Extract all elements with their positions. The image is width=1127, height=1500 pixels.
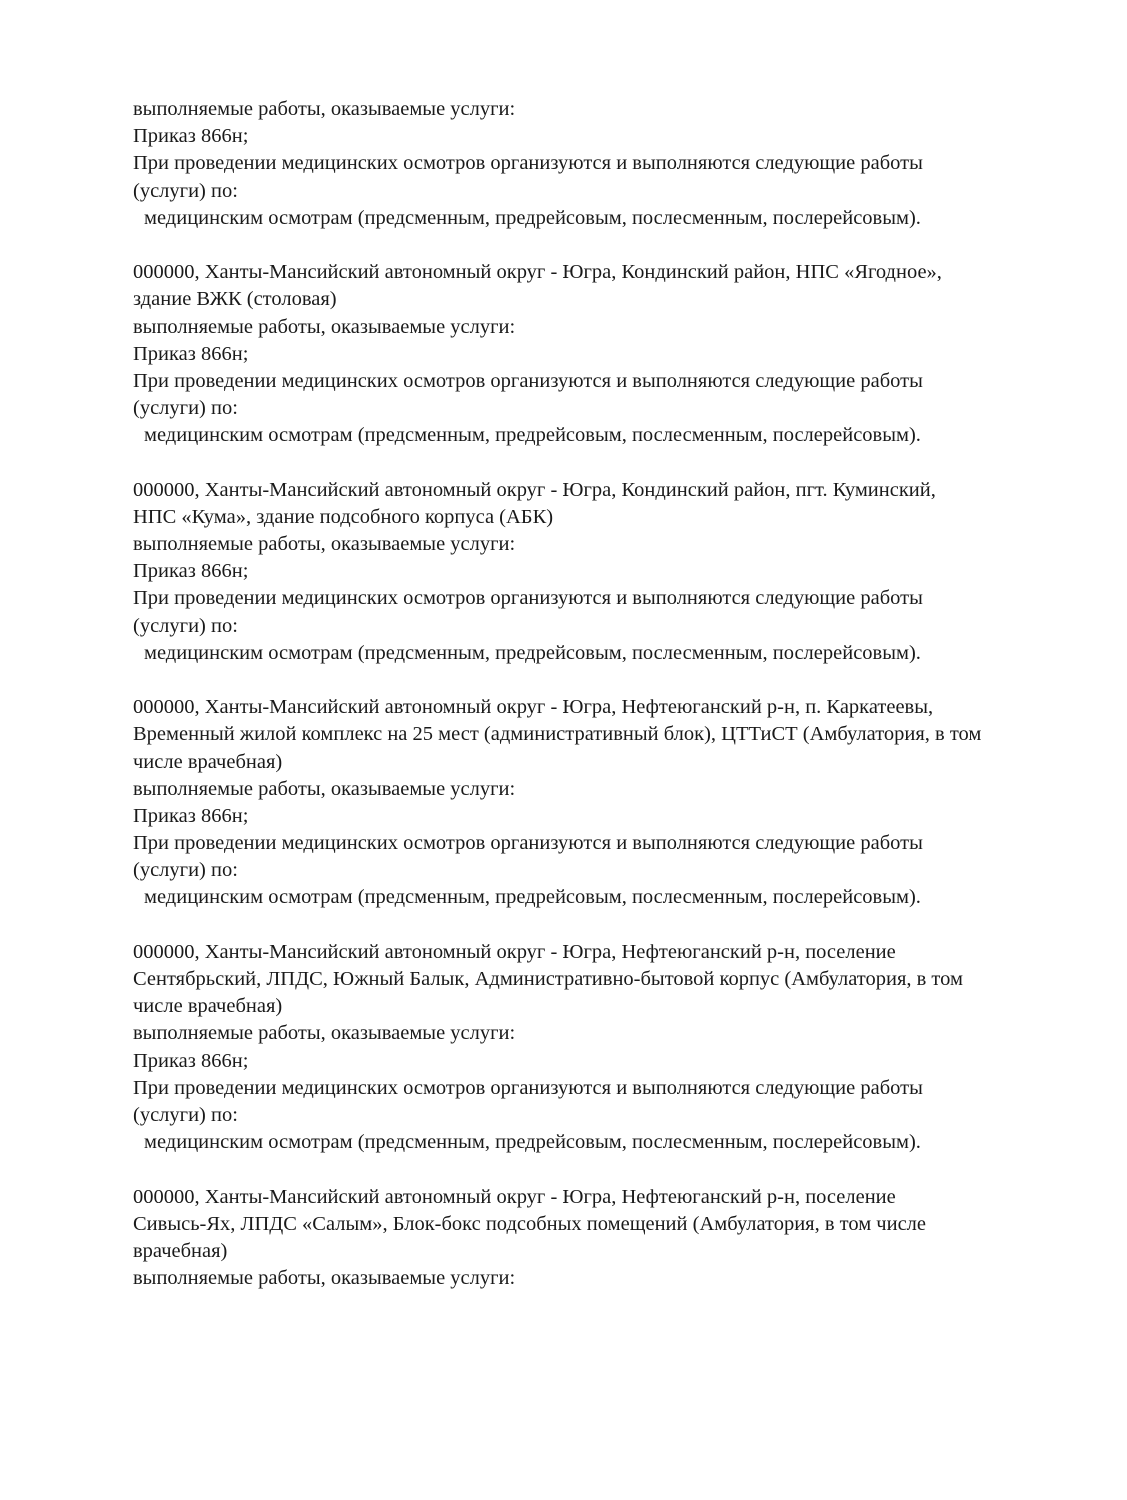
address-line: 000000, Ханты-Мансийский автономный округ - Югра, Кондинский район, пгт. Куминский, <box>133 478 936 501</box>
intro-text: (услуги) по: <box>133 859 238 882</box>
section-gap <box>133 912 1093 939</box>
service-item: медицинским осмотрам (предсменным, предрейсовым, послесменным, послерейсовым). <box>144 1131 921 1154</box>
service-item: медицинским осмотрам (предсменным, предрейсовым, послесменным, послерейсовым). <box>144 641 921 664</box>
intro-text: При проведении медицинских осмотров организуются и выполняются следующие работы <box>133 369 923 392</box>
works-label: выполняемые работы, оказываемые услуги: <box>133 1267 516 1290</box>
section-gap <box>133 232 1093 259</box>
order-reference: Приказ 866н; <box>133 804 249 827</box>
intro-text: При проведении медицинских осмотров организуются и выполняются следующие работы <box>133 152 923 175</box>
works-label: выполняемые работы, оказываемые услуги: <box>133 777 516 800</box>
address-line: 000000, Ханты-Мансийский автономный округ - Югра, Нефтеюганский р-н, поселение <box>133 1185 896 1208</box>
intro-text: При проведении медицинских осмотров организуются и выполняются следующие работы <box>133 832 923 855</box>
address-line: Сентябрьский, ЛПДС, Южный Балык, Административно-бытовой корпус (Амбулатория, в том <box>133 968 963 990</box>
service-item: медицинским осмотрам (предсменным, предрейсовым, послесменным, послерейсовым). <box>144 886 921 909</box>
section-continued <box>133 96 1093 232</box>
address-line: Временный жилой комплекс на 25 мест (административный блок), ЦТТиСТ (Амбулатория, в том <box>133 723 982 746</box>
works-label: выполняемые работы, оказываемые услуги: <box>133 98 516 120</box>
address-line: 000000, Ханты-Мансийский автономный округ - Югра, Нефтеюганский р-н, п. Каркатеевы, <box>133 696 934 719</box>
address-line: 000000, Ханты-Мансийский автономный округ - Югра, Нефтеюганский р-н, поселение <box>133 940 896 963</box>
section-gap <box>133 1156 1093 1183</box>
order-reference: Приказ 866н; <box>133 1049 249 1072</box>
intro-text: При проведении медицинских осмотров организуются и выполняются следующие работы <box>133 1076 923 1099</box>
order-reference: Приказ 866н; <box>133 125 249 148</box>
works-label: выполняемые работы, оказываемые услуги: <box>133 533 516 555</box>
address-entry <box>133 1184 1093 1293</box>
address-entry <box>133 939 1093 1157</box>
section-gap <box>133 449 1093 476</box>
address-line: 000000, Ханты-Мансийский автономный округ - Югра, Кондинский район, НПС «Ягодное», <box>133 261 942 284</box>
order-reference: Приказ 866н; <box>133 342 249 365</box>
works-label: выполняемые работы, оказываемые услуги: <box>133 315 516 338</box>
address-line: врачебная) <box>133 1239 228 1262</box>
intro-text: (услуги) по: <box>133 614 238 637</box>
intro-text: (услуги) по: <box>133 397 238 420</box>
address-entry <box>133 259 1093 449</box>
address-line: числе врачебная) <box>133 995 283 1018</box>
address-line: Сивысь-Ях, ЛПДС «Салым», Блок-бокс подсобных помещений (Амбулатория, в том числе <box>133 1212 927 1235</box>
address-line: НПС «Кума», здание подсобного корпуса (АБК) <box>133 505 554 528</box>
intro-text: (услуги) по: <box>133 179 238 202</box>
document-page <box>133 96 1093 1292</box>
address-entry <box>133 694 1093 912</box>
works-label: выполняемые работы, оказываемые услуги: <box>133 1022 516 1045</box>
address-line: числе врачебная) <box>133 750 283 773</box>
intro-text: (услуги) по: <box>133 1103 238 1126</box>
address-line: здание ВЖК (столовая) <box>133 288 337 311</box>
section-gap <box>133 667 1093 694</box>
address-entry <box>133 477 1093 667</box>
service-item: медицинским осмотрам (предсменным, предрейсовым, послесменным, послерейсовым). <box>144 206 921 229</box>
service-item: медицинским осмотрам (предсменным, предрейсовым, послесменным, послерейсовым). <box>144 424 921 447</box>
intro-text: При проведении медицинских осмотров организуются и выполняются следующие работы <box>133 587 923 610</box>
order-reference: Приказ 866н; <box>133 560 249 583</box>
